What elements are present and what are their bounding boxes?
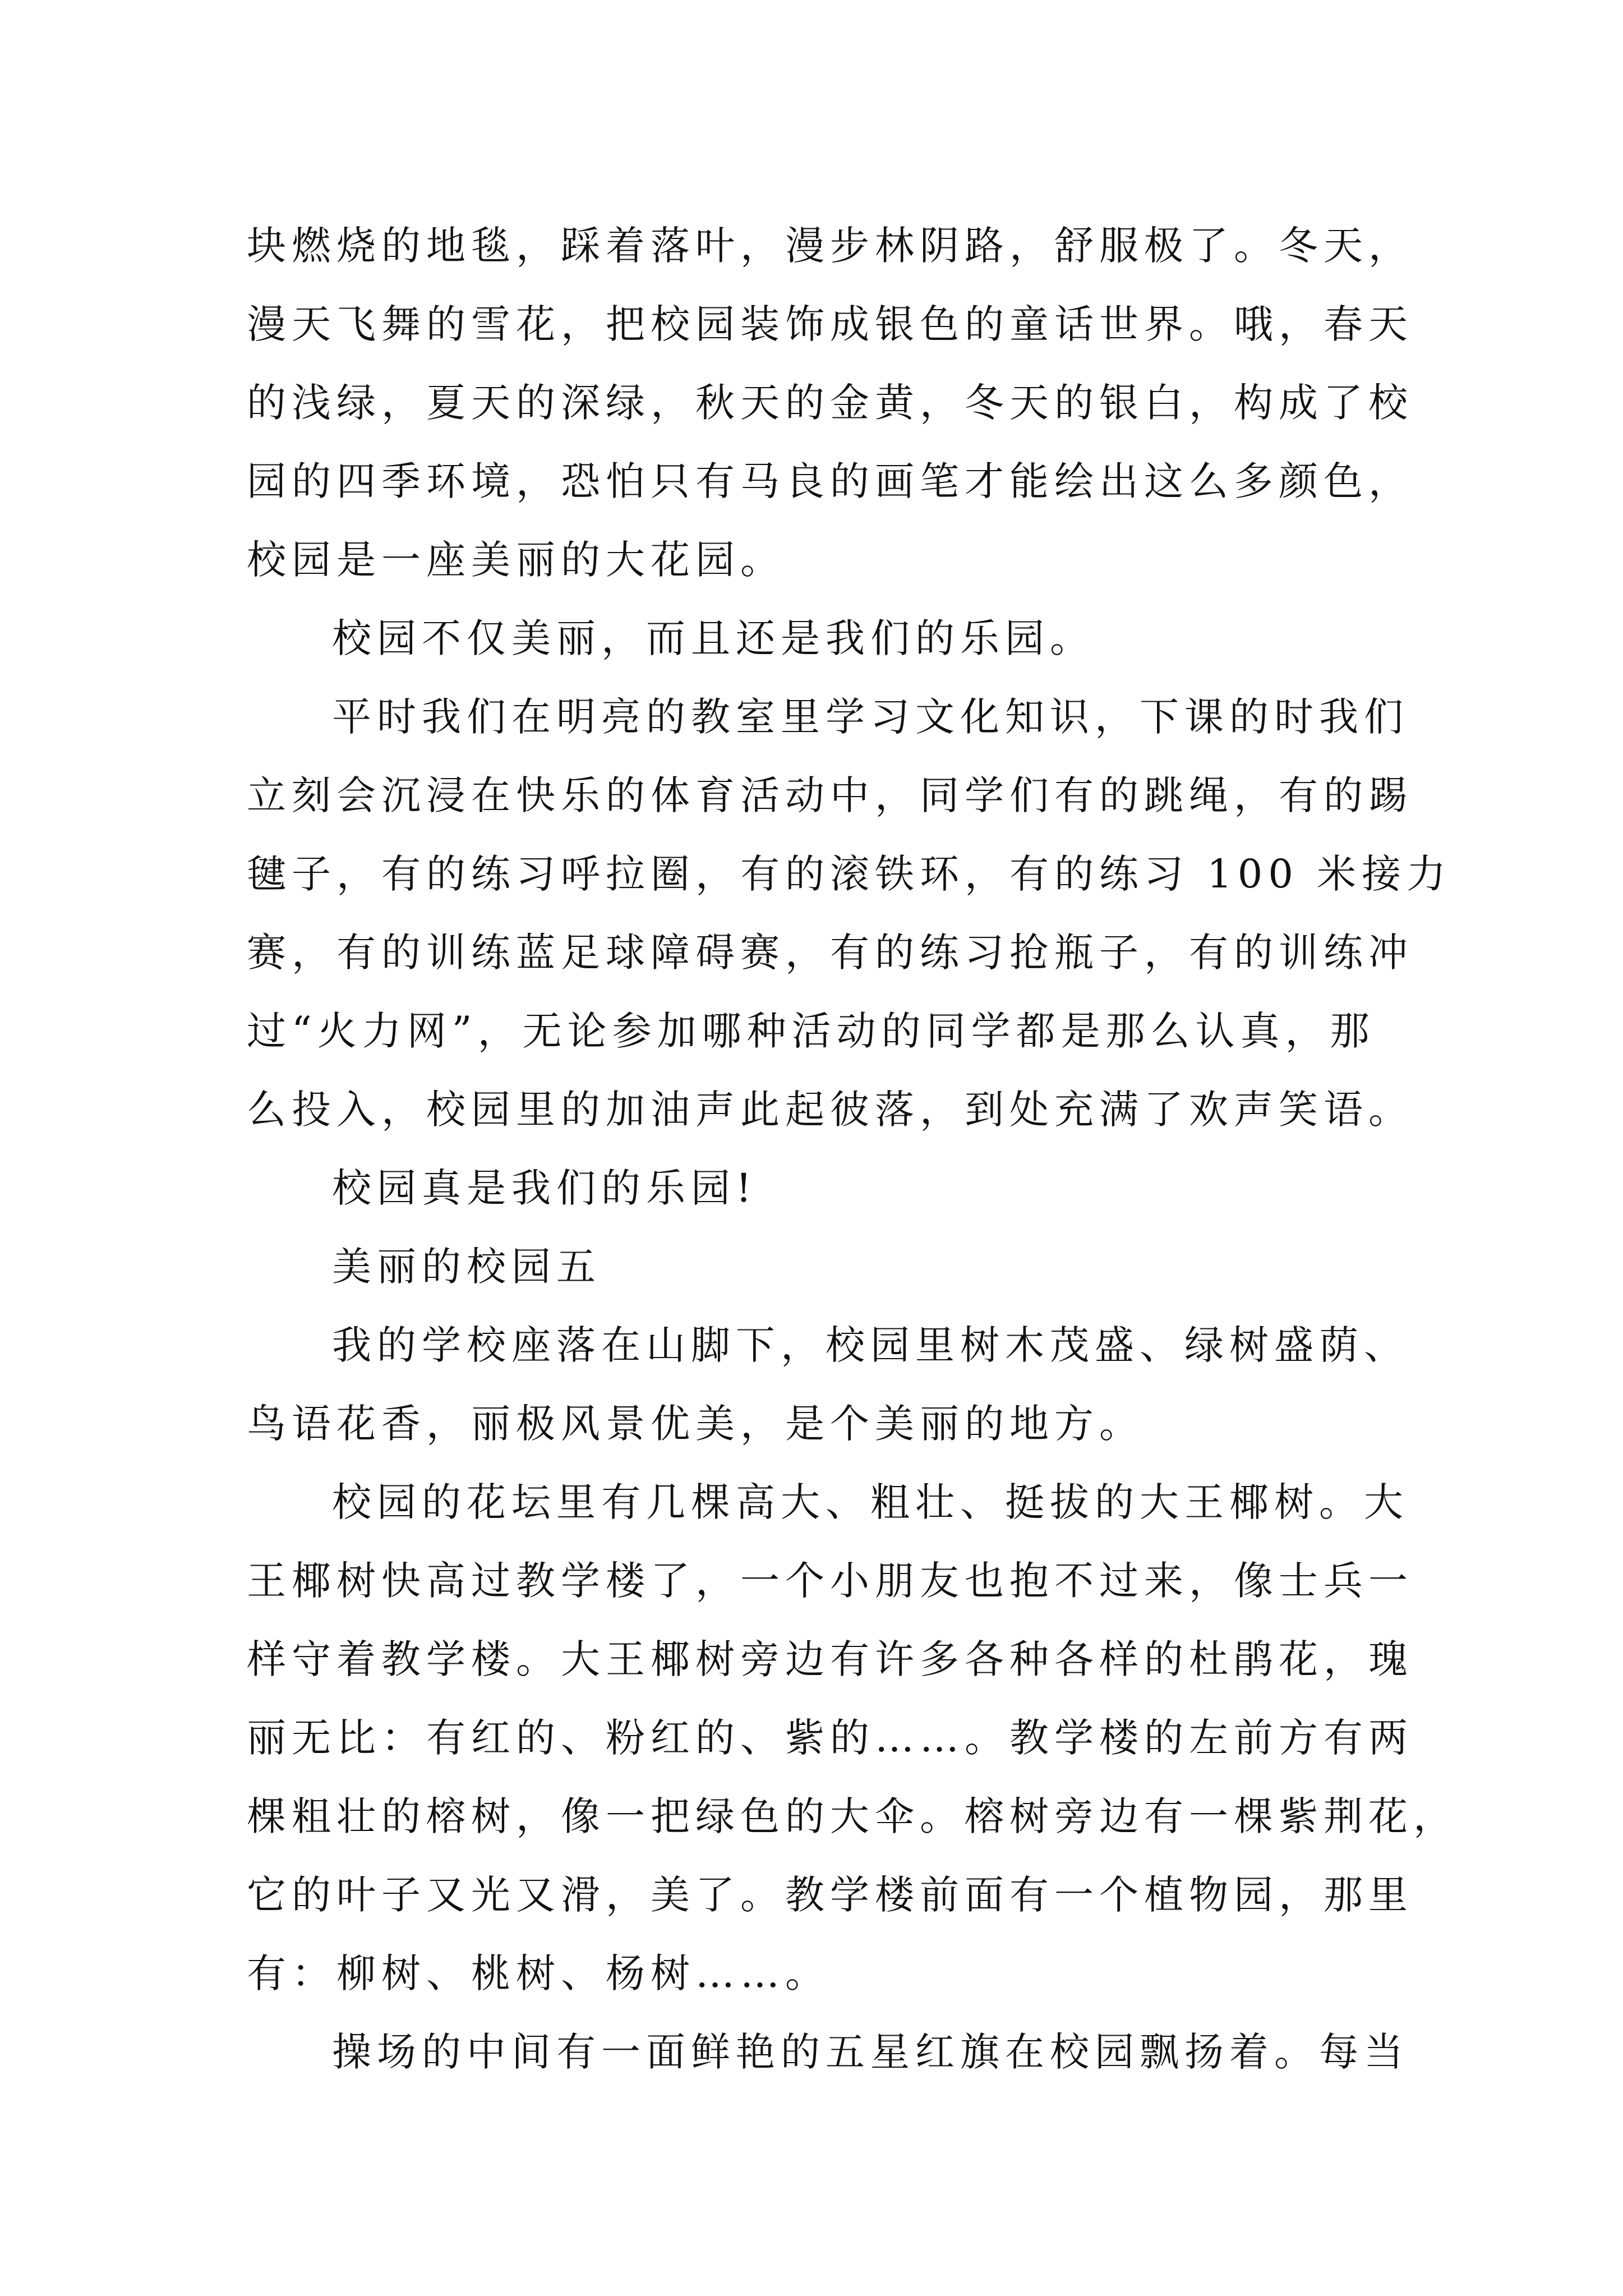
text-line: 平时我们在明亮的教室里学习文化知识，下课的时我们 bbox=[332, 694, 1409, 740]
text-line: 操场的中间有一面鲜艳的五星红旗在校园飘扬着。每当 bbox=[332, 2029, 1409, 2075]
body-text bbox=[247, 206, 1458, 2091]
text-line: 王椰树快高过教学楼了，一个小朋友也抱不过来，像士兵一 bbox=[247, 1558, 1413, 1604]
text-line: 棵粗壮的榕树，像一把绿色的大伞。榕树旁边有一棵紫荆花， bbox=[247, 1793, 1458, 1839]
text-line: 么投入，校园里的加油声此起彼落，到处充满了欢声笑语。 bbox=[247, 1087, 1413, 1133]
text-line: 立刻会沉浸在快乐的体育活动中，同学们有的跳绳，有的踢 bbox=[247, 772, 1413, 818]
text-line: 校园不仅美丽，而且还是我们的乐园。 bbox=[332, 615, 1095, 661]
text-line: 鸟语花香，丽极风景优美，是个美丽的地方。 bbox=[247, 1401, 1144, 1447]
text-line: 块燃烧的地毯，踩着落叶，漫步林阴路，舒服极了。冬天， bbox=[247, 223, 1413, 269]
text-line: 园的四季环境，恐怕只有马良的画笔才能绘出这么多颜色， bbox=[247, 458, 1413, 504]
text-line: 的浅绿，夏天的深绿，秋天的金黄，冬天的银白，构成了校 bbox=[247, 380, 1413, 426]
text-line: 校园是一座美丽的大花园。 bbox=[247, 537, 785, 583]
text-line: 毽子，有的练习呼拉圈，有的滚铁环，有的练习 100 米接力 bbox=[247, 851, 1452, 897]
text-line: 漫天飞舞的雪花，把校园装饰成银色的童话世界。哦，春天 bbox=[247, 301, 1413, 347]
text-line: 样守着教学楼。大王椰树旁边有许多各种各样的杜鹃花，瑰 bbox=[247, 1636, 1413, 1682]
text-line: 有：柳树、桃树、杨树……。 bbox=[247, 1950, 830, 1996]
text-line: 过“火力网”，无论参加哪种活动的同学都是那么认真，那 bbox=[247, 1008, 1375, 1054]
text-line: 我的学校座落在山脚下，校园里树木茂盛、绿树盛荫、 bbox=[332, 1322, 1409, 1368]
text-line: 校园真是我们的乐园! bbox=[332, 1165, 758, 1211]
text-line: 它的叶子又光又滑，美了。教学楼前面有一个植物园，那里 bbox=[247, 1872, 1413, 1918]
section-heading: 美丽的校园五 bbox=[332, 1244, 601, 1290]
text-line: 丽无比：有红的、粉红的、紫的……。教学楼的左前方有两 bbox=[247, 1715, 1413, 1761]
text-line: 赛，有的训练蓝足球障碍赛，有的练习抢瓶子，有的训练冲 bbox=[247, 930, 1413, 976]
text-line: 校园的花坛里有几棵高大、粗壮、挺拔的大王椰树。大 bbox=[332, 1479, 1409, 1525]
